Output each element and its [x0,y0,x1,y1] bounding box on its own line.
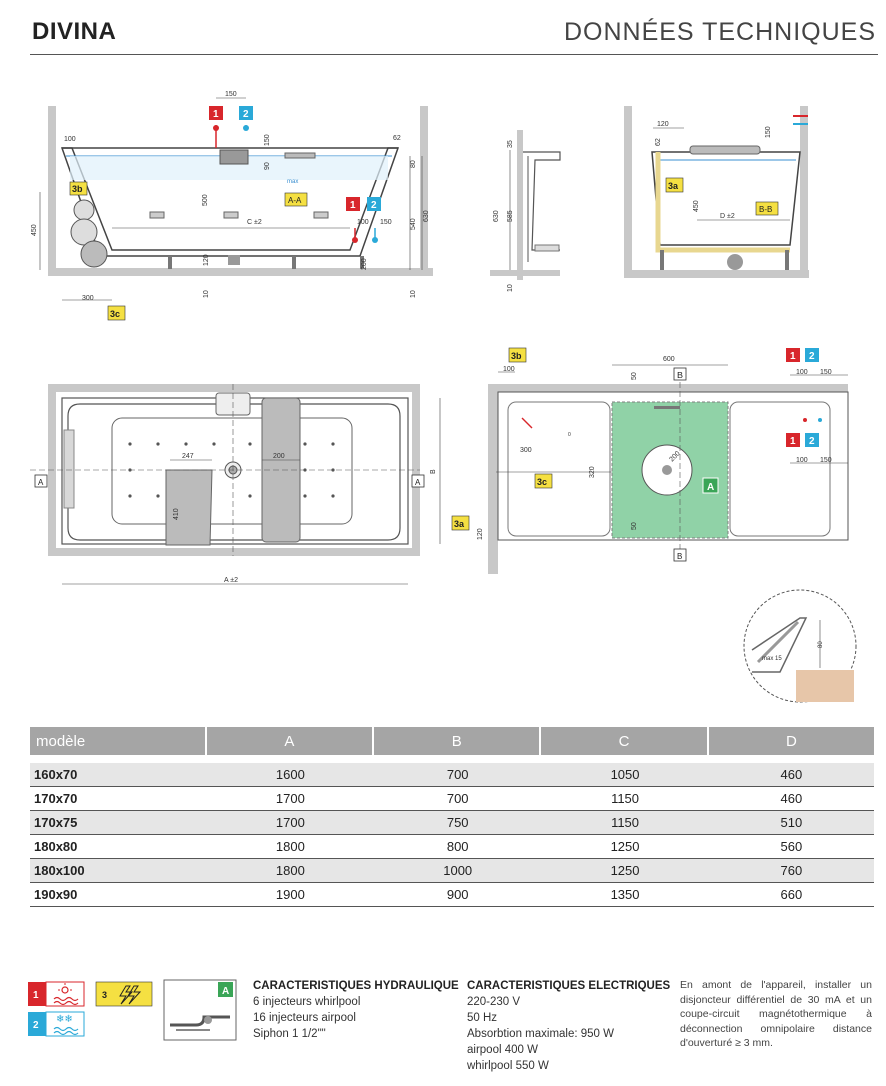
dim-150-valves-mid: 150 [820,457,832,464]
dim-100-left: 100 [64,136,76,143]
badge-a-green [703,478,718,493]
col-header-c: C [541,727,708,755]
badge-a-green-label: A [707,482,715,493]
section-bb-label: B-B [759,205,773,214]
section-aa-tag [285,193,307,206]
section-bb-view [624,106,809,278]
dim-450-bb: 450 [693,200,700,212]
dim-247: 247 [182,453,194,460]
installation-note: En amont de l'appareil, installer un disjoncteur différentiel de 30 mA et un coupe-circuit magnétothermique à déconnection omnipolaire distance d'ouverturé ≥ 3 mm. [680,979,872,1049]
dimensions-table [30,727,874,907]
col-header-model: modèle [30,727,207,755]
page-header [30,14,878,55]
electric-line: whirlpool 550 W [467,1060,549,1072]
cell-b: 800 [374,835,541,859]
cell-b: 700 [374,763,541,787]
cell-c: 1150 [541,787,708,811]
badge-2-valve [367,197,381,211]
dim-100-valves-top: 100 [796,369,808,376]
dim-d-bb: D ±2 [720,213,735,220]
badge-2-plan-mid [805,433,819,447]
dim-80-aa: 80 [410,160,417,168]
table-header-row [30,727,874,755]
cut-a-left-label: A [38,478,44,487]
cell-c: 1350 [541,883,708,907]
dim-100-valves-mid: 100 [796,457,808,464]
dim-a-plan: A ±2 [224,577,238,584]
electric-specs [467,978,670,1074]
badge-3c-plan [535,474,552,488]
legend-badge-a-label: A [222,986,230,997]
hot-water-legend [28,982,84,1006]
dim-200-drain: 200 [668,450,682,464]
cell-d: 560 [709,835,874,859]
dim-100-valves: 100 [357,219,369,226]
brand-title: DIVINA [32,18,117,45]
cut-marker-a-right [412,475,424,487]
dim-540: 540 [410,218,417,230]
cell-c: 1250 [541,835,708,859]
dim-50-top: 50 [631,372,638,380]
cell-c: 1250 [541,859,708,883]
cut-marker-b-bottom [674,549,686,561]
col-header-b: B [374,727,541,755]
badge-3b-plan-label: 3b [511,351,522,361]
electric-line: 50 Hz [467,1012,498,1024]
dim-150-top: 150 [225,91,237,98]
badge-3a-bb [666,178,683,192]
dim-10-aa: 10 [203,290,210,298]
dim-c-aa: C ±2 [247,219,262,226]
section-bb-tag [756,202,778,215]
hydraulic-specs [253,978,459,1042]
cell-model: 190x90 [30,883,207,907]
table-row [30,835,874,859]
cut-marker-a-left [35,475,47,487]
cut-b-bottom-label: B [677,552,683,561]
dim-150-valves: 150 [380,219,392,226]
badge-3b-side [70,182,87,195]
legend-badge-1-label: 1 [33,990,39,1001]
dim-80-detail: 80 [818,641,824,648]
cell-b: 750 [374,811,541,835]
drain-legend [164,980,236,1040]
cell-d: 460 [709,763,874,787]
plan-view [30,384,440,584]
cell-a: 1600 [207,763,374,787]
section-aa-label: A-A [288,196,302,205]
hydraulic-line: 16 injecteurs airpool [253,1012,356,1024]
badge-3c-side [108,306,125,320]
cut-a-right-label: A [415,478,421,487]
table-row [30,763,874,787]
cell-b: 900 [374,883,541,907]
badge-2-valve-label: 2 [371,200,377,211]
dim-630-aa: 630 [423,210,430,222]
legend-badge-3-label: 3 [102,990,108,1000]
badge-3b-side-label: 3b [72,184,83,194]
dim-320: 320 [589,466,596,478]
badge-3a-plan [452,516,469,530]
badge-3b-plan [509,348,526,362]
hydraulic-line: 6 injecteurs whirlpool [253,996,361,1008]
dim-200-aa: 200 [361,258,368,270]
cell-a: 1800 [207,859,374,883]
dim-150-bb: 150 [765,126,772,138]
cell-a: 1800 [207,835,374,859]
badge-1-top [209,106,223,120]
badge-3a-plan-label: 3a [454,519,465,529]
cell-a: 1700 [207,787,374,811]
cell-b: 1000 [374,859,541,883]
dim-b-plan: B [430,469,437,474]
electric-line: airpool 400 W [467,1044,538,1056]
dim-300-plan: 300 [520,447,532,454]
dim-630-profile: 630 [493,210,500,222]
cell-d: 760 [709,859,874,883]
dim-10-profile: 10 [507,284,514,292]
dim-600: 600 [663,356,675,363]
dim-90: 90 [264,162,271,170]
water-max-label: max [287,179,299,185]
badge-1-valve-label: 1 [350,200,356,211]
dim-120-bb: 120 [657,121,669,128]
electric-line: Absorbtion maximale: 950 W [467,1028,615,1040]
table-row [30,811,874,835]
cell-c: 1050 [541,763,708,787]
badge-3a-bb-label: 3a [668,181,679,191]
col-header-d: D [709,727,874,755]
dim-120-plan: 120 [477,528,484,540]
badge-1-valve [346,197,360,211]
cell-model: 180x100 [30,859,207,883]
cut-marker-b-top [674,368,686,380]
cell-c: 1150 [541,811,708,835]
technical-drawings [0,60,886,710]
cell-a: 1700 [207,811,374,835]
dim-100-plan: 100 [503,366,515,373]
cell-b: 700 [374,787,541,811]
table-row [30,859,874,883]
edge-detail [744,590,856,702]
table-row [30,787,874,811]
svg-text:❄❄: ❄❄ [56,1014,73,1025]
cell-a: 1900 [207,883,374,907]
dim-10-right: 10 [410,290,417,298]
cell-d: 660 [709,883,874,907]
badge-1-plan-mid [786,433,800,447]
dim-500: 500 [202,194,209,206]
installation-plan [488,365,848,574]
dim-410: 410 [173,508,180,520]
hydraulic-title: CARACTERISTIQUES HYDRAULIQUE [253,980,459,992]
dim-150-vert: 150 [264,134,271,146]
cell-model: 170x75 [30,811,207,835]
legend-badge-2-label: 2 [33,1020,39,1031]
badge-2-plan-top-label: 2 [809,351,815,362]
dim-50-bottom: 50 [631,522,638,530]
badge-2-top-label: 2 [243,109,249,120]
hydraulic-line: Siphon 1 1/2"" [253,1028,326,1040]
badge-2-plan-top [805,348,819,362]
badge-3c-plan-label: 3c [537,477,548,487]
table-row [30,883,874,907]
profile-view [490,130,560,280]
cut-b-top-label: B [677,371,683,380]
cell-model: 160x70 [30,763,207,787]
badge-1-plan-top [786,348,800,362]
cell-d: 460 [709,787,874,811]
cold-water-legend [28,1012,84,1036]
dim-62: 62 [393,135,401,142]
badge-3c-side-label: 3c [110,309,121,319]
badge-1-plan-mid-label: 1 [790,436,796,447]
electric-title: CARACTERISTIQUES ELECTRIQUES [467,980,671,992]
dim-150-valves-top: 150 [820,369,832,376]
dim-300-aa: 300 [82,295,94,302]
dim-62-bb: 62 [655,138,662,146]
dim-max15: max 15 [762,656,782,662]
badge-1-top-label: 1 [213,109,219,120]
dim-35: 35 [507,140,514,148]
dim-450-left: 450 [31,224,38,236]
badge-2-top [239,106,253,120]
badge-1-plan-top-label: 1 [790,351,796,362]
dim-585: 585 [507,210,514,222]
dim-200-plan: 200 [273,453,285,460]
dim-0-left: 0 [568,432,571,438]
badge-2-plan-mid-label: 2 [809,436,815,447]
electric-legend [96,982,152,1006]
cell-model: 180x80 [30,835,207,859]
col-header-a: A [207,727,374,755]
document-title: DONNÉES TECHNIQUES [563,18,876,46]
cell-model: 170x70 [30,787,207,811]
cell-d: 510 [709,811,874,835]
electric-line: 220-230 V [467,996,521,1008]
dim-120-aa: 120 [203,254,210,266]
